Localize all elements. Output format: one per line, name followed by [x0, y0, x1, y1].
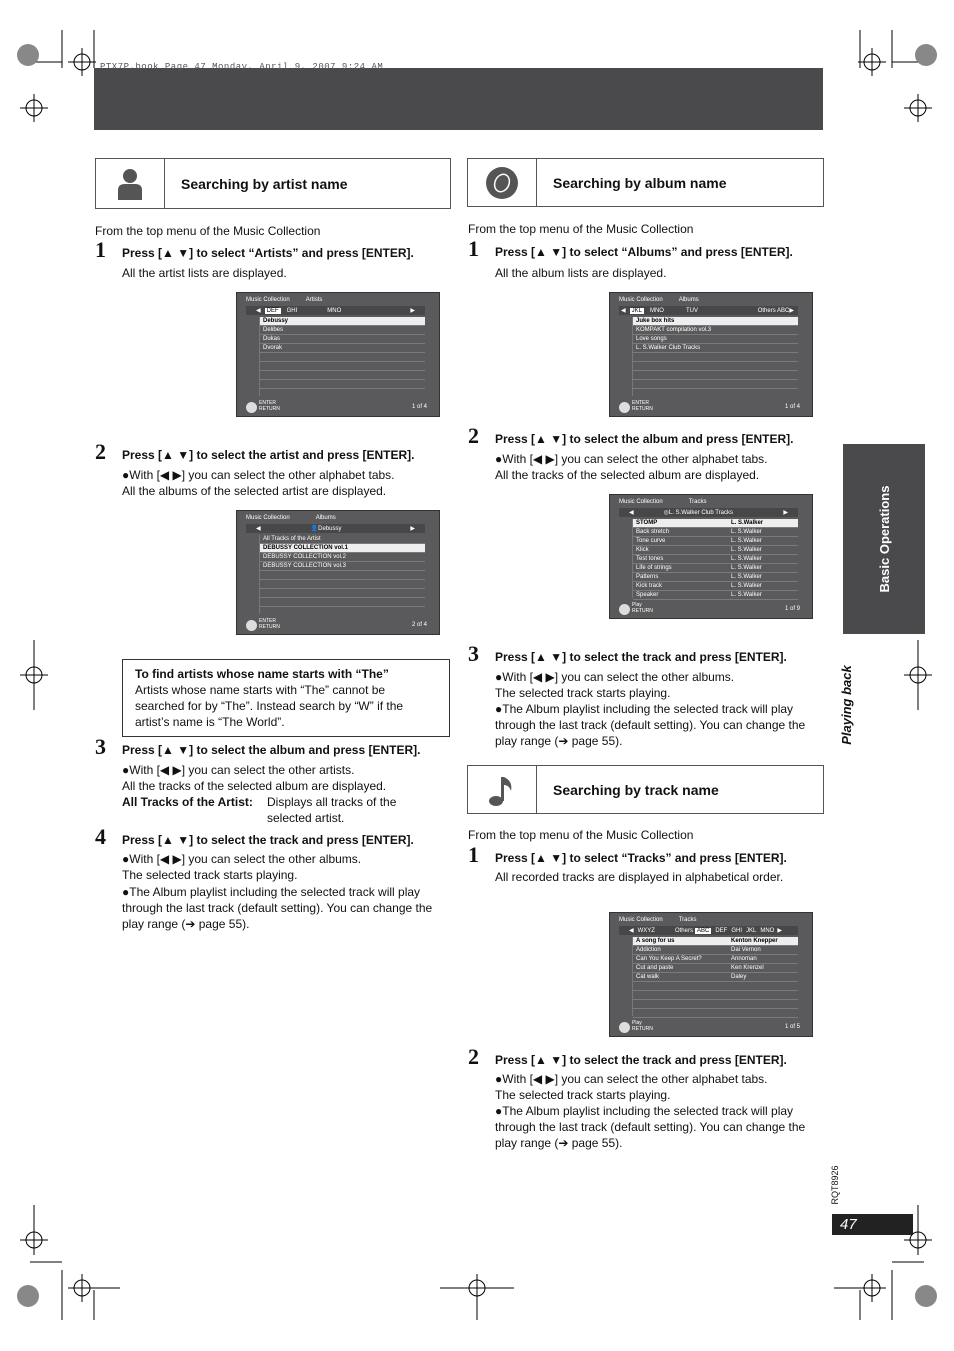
music-note-icon [468, 766, 537, 813]
list-item[interactable]: Dvorak [260, 344, 425, 353]
track-section-header [467, 765, 824, 814]
list-item[interactable]: Life of strings L. S.Walker [633, 564, 798, 573]
term-description: Displays all tracks of the selected artist. [267, 795, 397, 825]
disc-icon [246, 402, 257, 413]
step-number: 2 [468, 1044, 479, 1069]
list-item[interactable]: Patterns L. S.Walker [633, 573, 798, 582]
list-item[interactable]: Test tones L. S.Walker [633, 555, 798, 564]
list-item[interactable]: Addiction Dai Vernon [633, 946, 798, 955]
bullet-text: ●With [◀ ▶] you can select the other albums. [122, 852, 362, 866]
bullet-text: ●With [◀ ▶] you can select the other alphabet tabs. [122, 468, 395, 482]
list-item[interactable]: Klick L. S.Walker [633, 546, 798, 555]
step-number: 1 [468, 236, 479, 261]
note-body: Artists whose name starts with “The” cannot be searched for by “The”. Instead search by “W” if the artist’s name is “The World”. [135, 683, 404, 729]
intro-text: From the top menu of the Music Collection [468, 828, 694, 842]
step-description: All the artist lists are displayed. [122, 266, 287, 280]
note-title: To find artists whose name starts with “The” [135, 667, 389, 681]
section-title: Searching by track name [553, 781, 719, 798]
person-icon [96, 159, 165, 208]
list-item[interactable]: DEBUSSY COLLECTION vol.2 [260, 553, 425, 562]
step-instruction: Press [▲ ▼] to select “Artists” and press [ENTER]. [122, 246, 414, 260]
list-item[interactable]: Debussy [260, 317, 425, 326]
term-label: All Tracks of the Artist: [122, 795, 253, 809]
album-section-header [467, 158, 824, 207]
list-item[interactable]: DEBUSSY COLLECTION vol.3 [260, 562, 425, 571]
bullet-text: ●With [◀ ▶] you can select the other alphabet tabs. [495, 1072, 768, 1086]
intro-text: From the top menu of the Music Collection [95, 224, 321, 238]
step-description: The selected track starts playing. [122, 868, 298, 882]
step-number: 2 [95, 439, 106, 464]
intro-text: From the top menu of the Music Collection [468, 222, 694, 236]
bullet-text: ●The Album playlist including the selected track will play through the last track (default setting). You can change the play range (➔ page 55). [495, 1104, 806, 1150]
list-item[interactable]: Speaker L. S.Walker [633, 591, 798, 600]
step-instruction: Press [▲ ▼] to select the album and press [ENTER]. [122, 743, 421, 757]
list-item[interactable]: KOMPAKT compilation vol.3 [633, 326, 798, 335]
step-instruction: Press [▲ ▼] to select “Tracks” and press [ENTER]. [495, 851, 787, 865]
disc-icon [246, 620, 257, 631]
step-description: All the tracks of the selected album are displayed. [122, 779, 387, 793]
list-item[interactable]: A song for us Kenton Knepper [633, 937, 798, 946]
step-instruction: Press [▲ ▼] to select “Albums” and press [ENTER]. [495, 245, 793, 259]
disc-icon [619, 402, 630, 413]
step-number: 3 [95, 734, 106, 759]
bullet-text: ●With [◀ ▶] you can select the other artists. [122, 763, 355, 777]
list-item[interactable]: Juke box hits [633, 317, 798, 326]
list-item[interactable]: Cut and paste Ken Krenzel [633, 964, 798, 973]
file-info: PTX7P.book Page 47 Monday, April 9, 2007 9:24 AM [100, 62, 384, 72]
disc-icon [468, 159, 537, 206]
bullet-text: ●With [◀ ▶] you can select the other alphabet tabs. [495, 452, 768, 466]
side-label: Playing back [838, 665, 854, 745]
list-item[interactable]: Delibes [260, 326, 425, 335]
tracks-screen: Music Collection Tracks ◀ ◎ L. S.Walker Club Tracks ▶ STOMP L. S.Walker Back stretch L. S.Walker Tone curve L. S.Walker Klick L. S.Walker Test tones L. S.Walker Life of strings L. S.Walker Patterns L. S.Walker Kick track L. S.Walker Speaker L. S.Walker Play RETURN 1 of 9 [609, 494, 813, 619]
step-description: All the albums of the selected artist are displayed. [122, 484, 387, 498]
all-tracks-screen: Music Collection Tracks ◀ WXYZ Others ABC DEF GHI JKL MNO ▶ A song for us Kenton Knepper Addiction Dai Vernon Can You Keep A Secret? Annoman Cut and paste Ken Krenzel Cat walk Daley Play RETURN 1 of 5 [609, 912, 813, 1037]
step-description: The selected track starts playing. [495, 1088, 671, 1102]
list-item[interactable]: Cat walk Daley [633, 973, 798, 982]
disc-icon [619, 604, 630, 615]
list-item[interactable]: STOMP L. S.Walker [633, 519, 798, 528]
step-instruction: Press [▲ ▼] to select the album and press [ENTER]. [495, 432, 794, 446]
step-number: 1 [468, 842, 479, 867]
page-number: 47 [832, 1214, 913, 1235]
step-number: 3 [468, 641, 479, 666]
section-title: Searching by artist name [181, 175, 348, 192]
disc-icon [619, 1022, 630, 1033]
step-number: 1 [95, 237, 106, 262]
list-item[interactable]: L. S.Walker Club Tracks [633, 344, 798, 353]
header-bar [94, 68, 823, 130]
doc-code: RQT8926 [830, 1165, 840, 1205]
note-box [122, 659, 450, 737]
step-instruction: Press [▲ ▼] to select the track and press [ENTER]. [495, 650, 787, 664]
bullet-text: ●With [◀ ▶] you can select the other albums. [495, 670, 735, 684]
list-item[interactable]: Dukas [260, 335, 425, 344]
step-description: All recorded tracks are displayed in alphabetical order. [495, 870, 784, 884]
list-item[interactable]: Kick track L. S.Walker [633, 582, 798, 591]
bullet-text: ●The Album playlist including the selected track will play through the last track (default setting). You can change the play range (➔ page 55). [495, 702, 806, 748]
artists-screen: Music Collection Artists ◀ DEF GHI MNO ▶ Debussy Delibes Dukas Dvorak ENTER RETURN 1 of 4 [236, 292, 440, 417]
step-description: All the tracks of the selected album are displayed. [495, 468, 760, 482]
list-item[interactable]: Love songs [633, 335, 798, 344]
albums-list-screen: Music Collection Albums ◀ JKL MNO TUV Others ABC ▶ Juke box hits KOMPAKT compilation vol.3 Love songs L. S.Walker Club Tracks ENTER RETURN 1 of 4 [609, 292, 813, 417]
step-description: All the album lists are displayed. [495, 266, 667, 280]
step-number: 2 [468, 423, 479, 448]
step-instruction: Press [▲ ▼] to select the track and press [ENTER]. [122, 833, 414, 847]
list-item[interactable]: Back stretch L. S.Walker [633, 528, 798, 537]
step-instruction: Press [▲ ▼] to select the track and press [ENTER]. [495, 1053, 787, 1067]
step-number: 4 [95, 824, 106, 849]
bullet-text: ●The Album playlist including the selected track will play through the last track (default setting). You can change the play range (➔ page 55). [122, 885, 433, 931]
artist-section-header [95, 158, 451, 209]
step-instruction: Press [▲ ▼] to select the artist and press [ENTER]. [122, 448, 415, 462]
list-item[interactable]: DEBUSSY COLLECTION vol.1 [260, 544, 425, 553]
albums-screen: Music Collection Albums ◀ 👤 Debussy ▶ All Tracks of the Artist DEBUSSY COLLECTION vol.1 DEBUSSY COLLECTION vol.2 DEBUSSY COLLECTION vol.3 ENTER RETURN 2 of 4 [236, 510, 440, 635]
step-description: The selected track starts playing. [495, 686, 671, 700]
list-item[interactable]: All Tracks of the Artist [260, 535, 425, 544]
section-title: Searching by album name [553, 174, 727, 191]
side-tab: Basic Operations [843, 444, 925, 634]
list-item[interactable]: Tone curve L. S.Walker [633, 537, 798, 546]
list-item[interactable]: Can You Keep A Secret? Annoman [633, 955, 798, 964]
